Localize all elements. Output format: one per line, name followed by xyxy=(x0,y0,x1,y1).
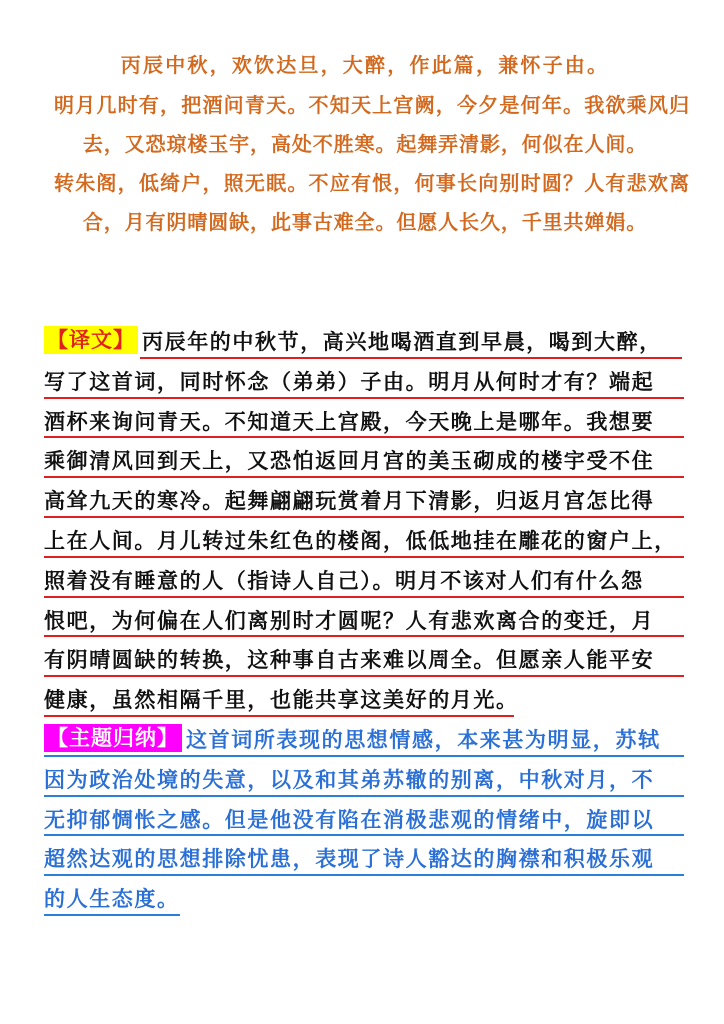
translation-line xyxy=(44,323,684,363)
theme-line-text: 的人生态度。 xyxy=(44,887,180,912)
red-underline xyxy=(140,357,682,359)
blue-underline xyxy=(44,795,684,797)
poem-paragraph-1: 明月几时有，把酒问青天。不知天上宫阙，今夕是何年。我欲乘风归去，又恐琼楼玉宇，高处不胜寒。起舞弄清影，何似在人间。 xyxy=(54,93,690,156)
translation-line xyxy=(44,442,684,482)
red-underline xyxy=(44,635,684,637)
red-underline xyxy=(44,436,684,438)
translation-line-text: 有阴晴圆缺的转换，这种事自古来难以周全。但愿亲人能平安 xyxy=(44,648,655,673)
poem-section xyxy=(40,46,690,242)
translation-line xyxy=(44,482,684,522)
red-underline xyxy=(44,516,684,518)
blue-underline xyxy=(44,914,180,916)
translation-line-text: 酒杯来询问青天。不知道天上宫殿，今天晚上是哪年。我想要 xyxy=(44,409,655,434)
translation-section xyxy=(44,323,684,721)
theme-line xyxy=(44,761,684,801)
theme-line-text: 因为政治处境的失意，以及和其弟苏辙的别离，中秋对月，不 xyxy=(44,767,655,792)
theme-line xyxy=(44,801,684,841)
translation-line xyxy=(44,681,684,721)
poem-title: 丙辰中秋，欢饮达旦，大醉，作此篇，兼怀子由。 xyxy=(120,53,610,77)
translation-tag: 【译文】 xyxy=(44,326,138,354)
blue-underline xyxy=(44,874,684,876)
red-underline xyxy=(44,397,684,399)
theme-section xyxy=(44,721,684,920)
red-underline xyxy=(44,476,684,478)
translation-line xyxy=(44,562,684,602)
theme-line xyxy=(44,721,684,761)
translation-line-text: 恨吧，为何偏在人们离别时才圆呢？人有悲欢离合的变迁，月 xyxy=(44,608,655,633)
translation-line-text: 健康，虽然相隔千里，也能共享这美好的月光。 xyxy=(44,688,519,713)
red-underline xyxy=(44,556,684,558)
blue-underline xyxy=(44,834,684,836)
translation-line xyxy=(44,522,684,562)
red-underline xyxy=(44,596,684,598)
translation-line-text: 上在人间。月儿转过朱红色的楼阁，低低地挂在雕花的窗户上， xyxy=(44,528,677,553)
theme-tag: 【主题归纳】 xyxy=(44,724,182,752)
theme-line xyxy=(44,880,684,920)
translation-line xyxy=(44,363,684,403)
blue-underline xyxy=(44,755,684,757)
theme-line-text: 无抑郁惆怅之感。但是他没有陷在消极悲观的情绪中，旋即以 xyxy=(44,807,655,832)
red-underline xyxy=(44,675,684,677)
translation-line xyxy=(44,602,684,642)
theme-line-text: 这首词所表现的思想情感，本来甚为明显，苏轼 xyxy=(186,728,661,752)
translation-line-text: 照着没有睡意的人（指诗人自己）。明月不该对人们有什么怨 xyxy=(44,568,644,593)
translation-line-text: 高耸九天的寒冷。起舞翩翩玩赏着月下清影，归返月宫怎比得 xyxy=(44,489,655,514)
poem-paragraph-2: 转朱阁，低绮户，照无眠。不应有恨，何事长向别时圆？人有悲欢离合，月有阴晴圆缺，此事古难全。但愿人长久，千里共婵娟。 xyxy=(54,171,690,234)
theme-line-text: 超然达观的思想排除忧患，表现了诗人豁达的胸襟和积极乐观 xyxy=(44,847,655,872)
theme-line xyxy=(44,840,684,880)
red-underline xyxy=(44,715,514,717)
translation-line xyxy=(44,641,684,681)
translation-line-text: 乘御清风回到天上，又恐怕返回月宫的美玉砌成的楼宇受不住 xyxy=(44,449,655,474)
translation-line xyxy=(44,403,684,443)
translation-line-text: 丙辰年的中秋节，高兴地喝酒直到早晨，喝到大醉， xyxy=(142,330,662,354)
translation-line-text: 写了这首词，同时怀念（弟弟）子由。明月从何时才有？端起 xyxy=(44,369,655,394)
